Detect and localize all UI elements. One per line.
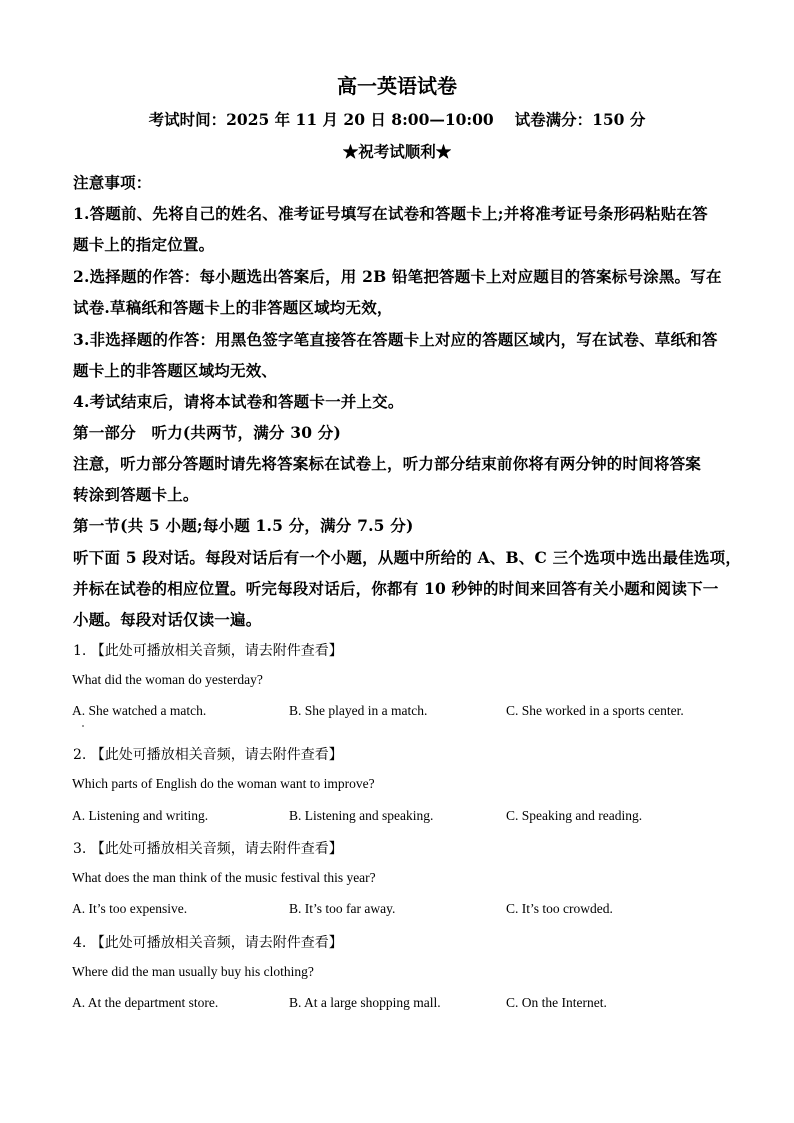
- q4-question: Where did the man usually buy his clothing?: [72, 964, 314, 979]
- q3-option-c: C. It’s too crowded.: [506, 901, 613, 916]
- stray-mark: [82, 725, 84, 727]
- good-luck-wish: ★祝考试顺利★: [342, 142, 452, 161]
- q2-option-b: B. Listening and speaking.: [289, 808, 434, 823]
- q4-option-b: B. At a large shopping mall.: [289, 995, 441, 1010]
- section1-heading: 第一节(共 5 小题;每小题 1.5 分，满分 7.5 分): [73, 516, 414, 535]
- note-item-2-line-2: 试卷.草稿纸和答题卡上的非答题区域均无效，: [73, 298, 393, 317]
- note-item-3-line-1: 3.非选择题的作答：用黑色签字笔直接答在答题卡上对应的答题区域内，写在试卷、草纸和答: [73, 330, 718, 349]
- q2-question: Which parts of English do the woman want to improve?: [72, 776, 375, 791]
- q3-audio-placeholder[interactable]: 3. 【此处可播放相关音频，请去附件查看】: [73, 841, 343, 857]
- section1-instructions-line-2: 并标在试卷的相应位置。听完每段对话后，你都有 10 秒钟的时间来回答有关小题和阅读下一: [73, 579, 719, 598]
- notes-heading: 注意事项：: [73, 173, 152, 192]
- section1-instructions-line-1: 听下面 5 段对话。每段对话后有一个小题，从题中所给的 A、B、C 三个选项中选出最佳选项，: [73, 548, 742, 567]
- part1-note-line-2: 转涂到答题卡上。: [73, 485, 199, 504]
- page-title: 高一英语试卷: [337, 74, 457, 98]
- q4-option-a: A. At the department store.: [72, 995, 219, 1010]
- note-item-1-line-1: 1.答题前、先将自己的姓名、准考证号填写在试卷和答题卡上;并将准考证号条形码粘贴在答: [73, 204, 708, 223]
- section1-instructions-line-3: 小题。每段对话仅读一遍。: [73, 610, 262, 629]
- part1-note-line-1: 注意，听力部分答题时请先将答案标在试卷上，听力部分结束前你将有两分钟的时间将答案: [73, 454, 702, 473]
- exam-info: 考试时间：2025 年 11 月 20 日 8:00—10:00 试卷满分：150 分: [148, 110, 646, 129]
- q4-audio-placeholder[interactable]: 4. 【此处可播放相关音频，请去附件查看】: [73, 935, 343, 951]
- note-item-3-line-2: 题卡上的非答题区域均无效、: [73, 361, 278, 380]
- q1-option-c: C. She worked in a sports center.: [506, 703, 684, 718]
- q3-question: What does the man think of the music festival this year?: [72, 870, 376, 885]
- note-item-4: 4.考试结束后，请将本试卷和答题卡一并上交。: [73, 392, 404, 411]
- q3-option-a: A. It’s too expensive.: [72, 901, 188, 916]
- note-item-1-line-2: 题卡上的指定位置。: [73, 235, 215, 254]
- q2-audio-placeholder[interactable]: 2. 【此处可播放相关音频，请去附件查看】: [73, 747, 343, 763]
- q1-question: What did the woman do yesterday?: [72, 672, 263, 687]
- note-item-2-line-1: 2.选择题的作答：每小题选出答案后，用 2B 铅笔把答题卡上对应题目的答案标号涂黑。写在: [73, 267, 722, 286]
- q2-option-a: A. Listening and writing.: [72, 808, 209, 823]
- q3-option-b: B. It’s too far away.: [289, 901, 396, 916]
- q4-option-c: C. On the Internet.: [506, 995, 607, 1010]
- part1-heading: 第一部分 听力(共两节，满分 30 分): [73, 423, 342, 442]
- q2-option-c: C. Speaking and reading.: [506, 808, 643, 823]
- q1-option-b: B. She played in a match.: [289, 703, 428, 718]
- q1-option-a: A. She watched a match.: [72, 703, 207, 718]
- q1-audio-placeholder[interactable]: 1. 【此处可播放相关音频，请去附件查看】: [73, 643, 343, 659]
